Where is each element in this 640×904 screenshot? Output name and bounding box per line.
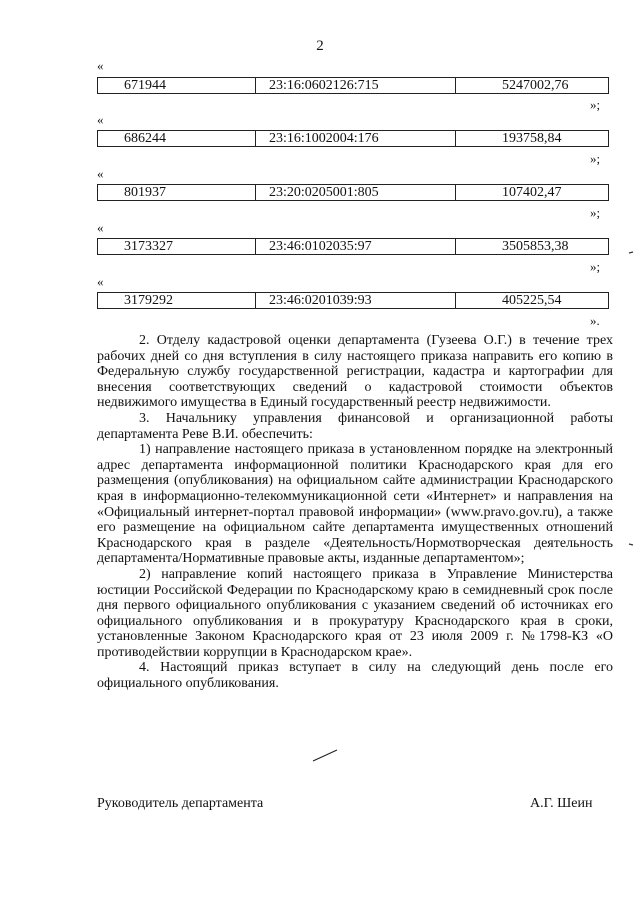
- object-id-cell: 671944: [98, 78, 256, 93]
- table-row: [97, 184, 609, 201]
- paragraph-subitem-2: 2) направление копий настоящего приказа в Управление Министерства юстиции Российской Федерации по Краснодарскому краю в семидневный срок после дня первого официального опубликования с указанием сведений об источниках его официального опубликования и в прокуратуру Краснодарского края в сроки, установленные Законом Краснодарского края от 23 июля 2009 г. №1798-КЗ «О противодействии коррупции в Краснодарском крае».: [97, 566, 613, 660]
- table-row: [97, 292, 609, 309]
- table-row: [97, 238, 609, 255]
- page-number: 2: [316, 38, 324, 54]
- paragraph-item-3: 3. Начальнику управления финансовой и организационной работы департамента Реве В.И. обеспечить:: [97, 410, 613, 442]
- pen-stroke-icon: [312, 748, 338, 762]
- scan-speck-icon: [628, 250, 634, 255]
- cadastral-value-cell: 5247002,76: [502, 78, 569, 93]
- cadastral-value-cell: 405225,54: [502, 293, 562, 308]
- object-id-cell: 3173327: [98, 239, 256, 254]
- cadastral-number-cell: 23:20:0205001:805: [256, 185, 456, 200]
- quote-open-mark: «: [97, 220, 104, 235]
- table-row: [97, 77, 609, 94]
- cadastral-value-cell: 193758,84: [502, 131, 562, 146]
- signature-name: А.Г. Шеин: [530, 796, 593, 811]
- signature-position: Руководитель департамента: [97, 796, 264, 811]
- cadastral-number-cell: 23:46:0201039:93: [256, 293, 456, 308]
- quote-open-mark: «: [97, 112, 104, 127]
- body-text: [97, 333, 613, 692]
- scan-speck-icon: [628, 542, 634, 547]
- quote-open-mark: «: [97, 58, 104, 73]
- quote-close-mark: »;: [590, 205, 601, 220]
- cadastral-value-cell: 3505853,38: [502, 239, 569, 254]
- table-row: [97, 130, 609, 147]
- cadastral-number-cell: 23:46:0102035:97: [256, 239, 456, 254]
- paragraph-subitem-1: 1) направление настоящего приказа в установленном порядке на электронный адрес департамента информационной политики Краснодарского края для его размещения (опубликования) на официальном сайте администрации Краснодарского края в информационно-телекоммуникационной сети «Интернет» и направления на «Официальный интернет-портал правовой информации» (www.pravo.gov.ru), а также его размещение на официальном сайте департамента имущественных отношений Краснодарского края в разделе «Деятельность/Нормотворческая деятельность департамента/Нормативные правовые акты, изданные департаментом»;: [97, 442, 613, 567]
- quote-close-mark: ».: [590, 313, 600, 328]
- quote-close-mark: »;: [590, 259, 601, 274]
- object-id-cell: 686244: [98, 131, 256, 146]
- object-id-cell: 801937: [98, 185, 256, 200]
- object-id-cell: 3179292: [98, 293, 256, 308]
- quote-open-mark: «: [97, 166, 104, 181]
- paragraph-item-2: 2. Отделу кадастровой оценки департамента (Гузеева О.Г.) в течение трех рабочих дней со дня вступления в силу настоящего приказа направить его копию в Федеральную службу государственной регистрации, кадастра и картографии для внесения соответствующих сведений о кадастровой стоимости объектов недвижимого имущества в Единый государственный реестр недвижимости.: [97, 333, 613, 411]
- quote-open-mark: «: [97, 274, 104, 289]
- quote-close-mark: »;: [590, 97, 601, 112]
- cadastral-number-cell: 23:16:1002004:176: [256, 131, 456, 146]
- cadastral-number-cell: 23:16:0602126:715: [256, 78, 456, 93]
- cadastral-value-cell: 107402,47: [502, 185, 562, 200]
- paragraph-item-4: 4. Настоящий приказ вступает в силу на следующий день после его официального опубликования.: [97, 660, 613, 692]
- quote-close-mark: »;: [590, 151, 601, 166]
